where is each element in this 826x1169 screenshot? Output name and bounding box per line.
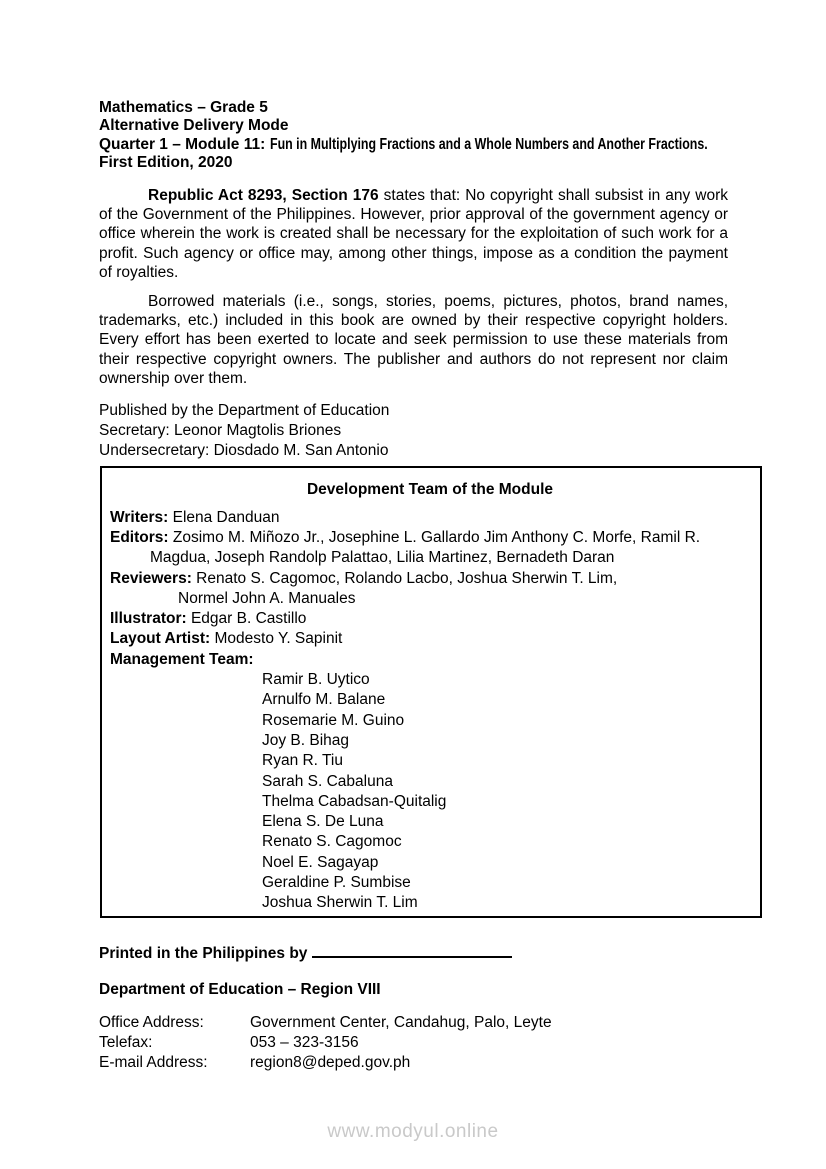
blank-underline bbox=[312, 953, 512, 958]
management-member: Noel E. Sagayap bbox=[262, 853, 379, 871]
module-header bbox=[99, 99, 728, 173]
telefax-value: 053 – 323-3156 bbox=[250, 1034, 359, 1052]
copyright-paragraph bbox=[99, 186, 728, 283]
document-body bbox=[99, 99, 728, 1073]
contact-row bbox=[99, 1033, 728, 1053]
office-address-value: Government Center, Candahug, Palo, Leyte bbox=[250, 1014, 552, 1032]
layout-artist-line bbox=[110, 629, 750, 649]
editors-names-1: Zosimo M. Miñozo Jr., Josephine L. Gallardo Jim Anthony C. Morfe, Ramil R. bbox=[172, 529, 701, 546]
management-member: Thelma Cabadsan-Quitalig bbox=[262, 792, 447, 810]
management-member: Arnulfo M. Balane bbox=[262, 691, 386, 709]
illustrator-label: Illustrator: bbox=[110, 610, 187, 628]
contact-table bbox=[99, 1013, 728, 1073]
management-member: Joy B. Bihag bbox=[262, 731, 350, 749]
layout-artist-label: Layout Artist: bbox=[110, 630, 211, 648]
delivery-mode: Alternative Delivery Mode bbox=[99, 117, 289, 135]
dev-team-title: Development Team of the Module bbox=[306, 481, 554, 499]
office-address-label: Office Address: bbox=[99, 1014, 204, 1032]
writers-names: Elena Danduan bbox=[172, 508, 280, 526]
region-heading: Department of Education – Region VIII bbox=[99, 981, 381, 999]
email-value: region8@deped.gov.ph bbox=[250, 1054, 411, 1072]
printed-in-label: Printed in the Philippines by bbox=[99, 944, 308, 962]
contact-row bbox=[99, 1053, 728, 1073]
illustrator-line bbox=[110, 609, 750, 629]
telefax-label: Telefax: bbox=[99, 1034, 153, 1052]
reviewers-line-2: Normel John A. Manuales bbox=[178, 589, 356, 607]
copyright-text: states that: No copyright shall subsist in any work of the Government of the Philippines. However, prior approval of the government agency or office wherein the work is created shall be necessary for the exploitation of such work for a profit. Such agency or office may, among other things, impose as a condition the payment of royalties. bbox=[99, 186, 728, 282]
edition-line: First Edition, 2020 bbox=[99, 154, 233, 172]
editors-line bbox=[110, 528, 750, 548]
illustrator-name: Edgar B. Castillo bbox=[190, 610, 307, 628]
management-team-list bbox=[110, 670, 750, 914]
writers-label: Writers: bbox=[110, 508, 169, 526]
watermark: www.modyul.online bbox=[327, 1121, 499, 1142]
management-team-label: Management Team: bbox=[110, 650, 254, 668]
management-member: Ryan R. Tiu bbox=[262, 752, 343, 770]
module-title: Fun in Multiplying Fractions and a Whole Numbers and Another Fractions. bbox=[270, 135, 708, 153]
published-by-line: Published by the Department of Education bbox=[99, 401, 390, 419]
publisher-block bbox=[99, 401, 728, 461]
management-member: Elena S. De Luna bbox=[262, 813, 384, 831]
secretary-line: Secretary: Leonor Magtolis Briones bbox=[99, 421, 342, 439]
republic-act-label: Republic Act 8293, Section 176 bbox=[148, 186, 379, 204]
editors-label: Editors: bbox=[110, 529, 169, 546]
writers-line bbox=[110, 508, 750, 528]
email-label: E-mail Address: bbox=[99, 1054, 208, 1072]
management-member: Ramir B. Uytico bbox=[262, 671, 370, 689]
reviewers-label: Reviewers: bbox=[110, 569, 192, 587]
management-member: Joshua Sherwin T. Lim bbox=[262, 894, 418, 912]
management-member: Geraldine P. Sumbise bbox=[262, 874, 411, 892]
development-team-box bbox=[100, 466, 762, 917]
management-member: Sarah S. Cabaluna bbox=[262, 772, 393, 790]
editors-line-2: Magdua, Joseph Randolp Palattao, Lilia Martinez, Bernadeth Daran bbox=[150, 549, 615, 567]
layout-artist-name: Modesto Y. Sapinit bbox=[214, 630, 343, 648]
module-title-line bbox=[99, 136, 728, 154]
management-member: Rosemarie M. Guino bbox=[262, 711, 405, 729]
subject-grade: Mathematics – Grade 5 bbox=[99, 99, 268, 116]
printed-in-line bbox=[99, 944, 728, 963]
contact-row bbox=[99, 1013, 728, 1033]
borrowed-materials-paragraph: Borrowed materials (i.e., songs, stories, poems, pictures, photos, brand names, trademarks, etc.) included in this book are owned by their respective copyright holders. Every effort has been exerted to locate and seek permission to use these materials from their respective copyright owners. The publisher and authors do not represent nor claim ownership over them. bbox=[99, 292, 728, 388]
undersecretary-line: Undersecretary: Diosdado M. San Antonio bbox=[99, 441, 389, 459]
module-number: Quarter 1 – Module 11: bbox=[99, 135, 266, 153]
reviewers-line bbox=[110, 569, 750, 589]
management-member: Renato S. Cagomoc bbox=[262, 833, 402, 851]
reviewers-names-1: Renato S. Cagomoc, Rolando Lacbo, Joshua Sherwin T. Lim, bbox=[196, 569, 618, 587]
